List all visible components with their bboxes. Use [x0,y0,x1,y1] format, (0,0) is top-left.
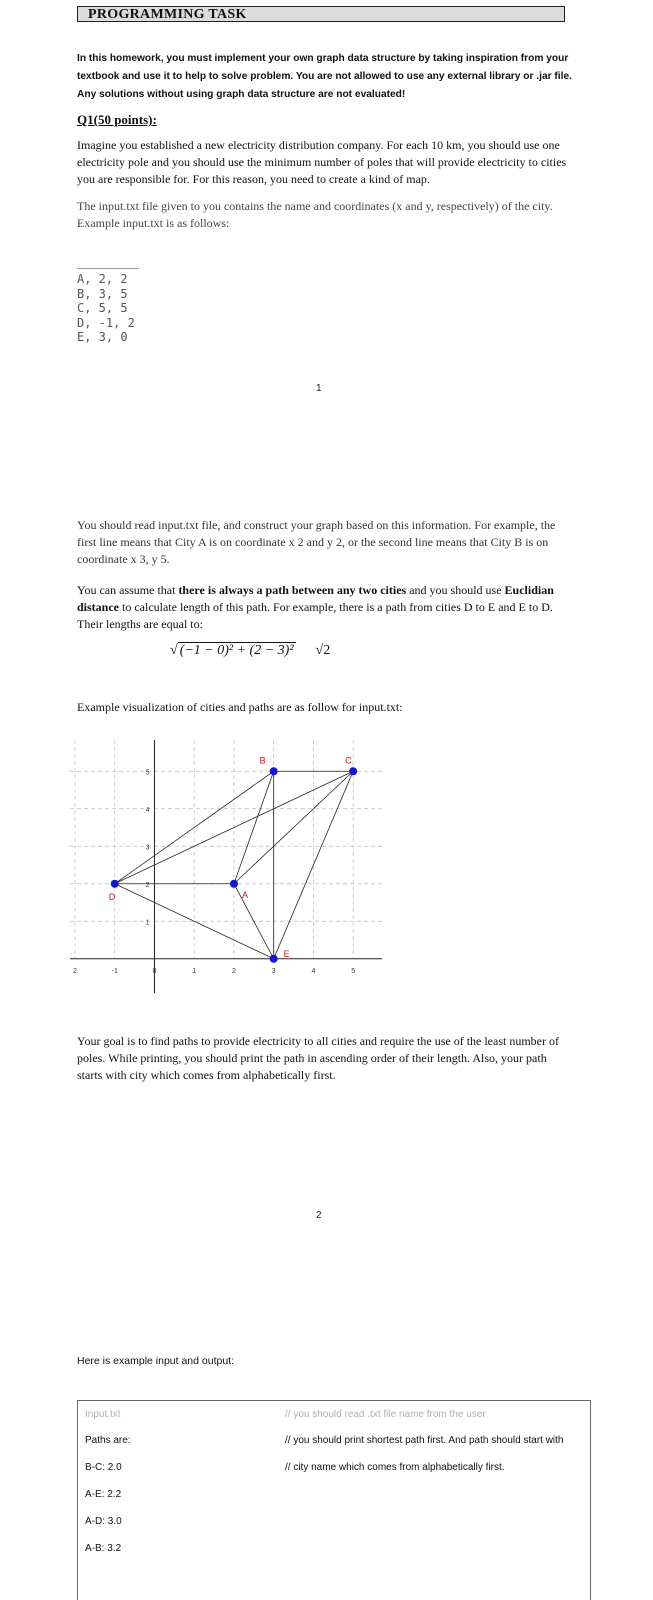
example-comment: // you should read .txt file name from the user [285,1409,486,1420]
city-point [270,955,278,963]
goal-paragraph: Your goal is to find paths to provide electricity to all cities and require the use of the least number of poles. While printing, you should print the path in ascending order of their length. Also, your path starts with city which comes from alphabetically first. [77,1034,559,1082]
distance-bold-path: there is always a path between any two cities [178,583,407,597]
city-graph-chart [70,740,382,995]
example-left-cell: A-D: 3.0 [85,1516,122,1527]
city-label: B [259,755,266,766]
example-comment: // you should print shortest path first. And path should start with [285,1435,564,1446]
graph-edge [234,771,274,884]
city-point [111,880,119,888]
example-left-cell: Input.txt [85,1409,121,1420]
distance-text: and you should use [406,583,505,597]
page-number: 2 [316,1210,322,1221]
example-left-cell: A-E: 2.2 [85,1489,122,1500]
x-tick-label: 0 [152,967,157,975]
city-label: D [108,891,116,902]
axis-layer [70,740,382,993]
sqrt-symbol: √ [170,643,178,658]
distance-paragraph [77,582,572,633]
city-point [349,767,357,775]
formula-radicand: (−1 − 0)² + (2 − 3)² [179,643,294,658]
input-description: The input.txt file given to you contains the name and coordinates (x and y, respectively) of the city. Example input.txt is as follows: [77,199,553,230]
city-label: C [345,755,352,766]
distance-bold-euclidian: Euclidian distance [77,583,554,614]
input-line: B, 3, 5 [77,286,128,301]
y-tick-label: 2 [145,881,150,889]
input-line: A, 2, 2 [77,272,128,286]
x-tick-label: 1 [192,967,197,975]
distance-text: to calculate length of this path. For example, there is a path from cities D to E and E to D. Their lengths are equal to: [77,600,553,631]
x-tick-label: -1 [111,967,118,975]
example-input-listing [77,268,139,345]
page-number: 1 [316,383,322,394]
graph-construction-paragraph: You should read input.txt file, and construct your graph based on this information. For example, the first line means that City A is on coordinate x 2 and y 2, or the second line means that City B is on coordinate x 3, y 5. [77,518,556,566]
input-line: E, 3, 0 [77,330,128,344]
input-line: D, -1, 2 [77,315,135,330]
example-left-cell: A-B: 3.2 [85,1543,122,1554]
x-tick-label: 2 [73,967,77,975]
y-tick-label: 4 [145,806,150,814]
city-point [230,880,238,888]
grid-layer [70,740,382,959]
distance-text: You can assume that [77,583,179,597]
x-tick-label: 4 [311,967,316,975]
y-tick-label: 3 [145,844,150,852]
y-tick-label: 1 [145,919,150,927]
visualization-caption: Example visualization of cities and paths are as follow for input.txt: [77,700,403,714]
y-tick-label: 5 [145,769,150,777]
example-left-cell: Paths are: [85,1435,131,1446]
example-output-box [77,1400,591,1600]
x-tick-label: 2 [231,967,236,975]
label-layer [109,755,352,959]
distance-formula [170,643,330,659]
x-tick-label: 3 [271,967,276,975]
graph-edge [234,771,353,884]
question-heading: Q1(50 points): [77,112,157,127]
problem-paragraph: Imagine you established a new electricity distribution company. For each 10 km, you should use one electricity pole and you should use the minimum number of poles that will provide electricity to cities you are responsible for. For this reason, you need to create a kind of map. [77,138,567,186]
formula-result: √2 [315,643,331,658]
x-tick-label: 5 [351,967,356,975]
example-label: Here is example input and output: [77,1355,235,1367]
example-left-cell: B-C: 2.0 [85,1462,122,1473]
example-comment: // city name which comes from alphabetically first. [285,1462,505,1473]
intro-paragraph: In this homework, you must implement your own graph data structure by taking inspiration from your textbook and use it to help to solve problem. You are not allowed to use any external library or .jar file. Any solutions without using graph data structure are not evaluated! [77,53,572,100]
city-label: E [283,948,290,959]
city-label: A [241,889,248,900]
input-line: C, 5, 5 [77,301,128,315]
page-title: PROGRAMMING TASK [77,6,565,22]
city-point [270,767,278,775]
